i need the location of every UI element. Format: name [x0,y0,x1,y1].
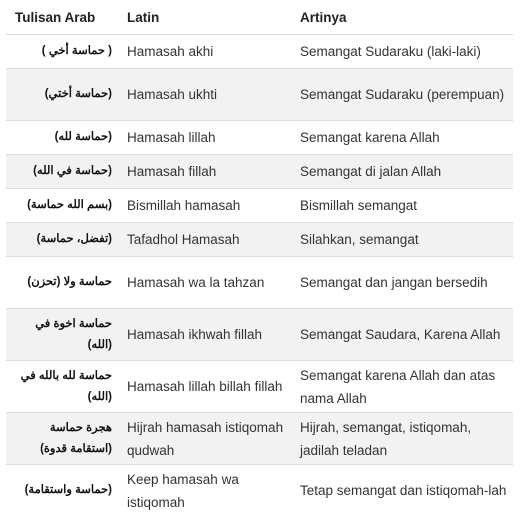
cell-latin: Hamasah akhi [118,35,291,69]
table-row [6,155,513,189]
phrase-table [6,0,513,516]
table-row [6,413,513,465]
table-row [6,35,513,69]
cell-arab: (بسم الله حماسة) [6,189,118,223]
table-row [6,189,513,223]
cell-latin: Bismillah hamasah [118,189,291,223]
cell-artinya: Tetap semangat dan istiqomah-lah [291,465,513,517]
cell-arab: (حماسة في الله) [6,155,118,189]
header-latin: Latin [127,9,160,25]
cell-arab: (حماسة لله) [6,121,118,155]
cell-latin: Hamasah wa la tahzan [118,257,291,309]
cell-artinya: Semangat dan jangan bersedih [291,257,513,309]
cell-arab: (حماسة واستقامة) [6,465,118,517]
cell-artinya: Bismillah semangat [291,189,513,223]
cell-latin: Hamasah ukhti [118,69,291,121]
table-row [6,121,513,155]
header-artinya: Artinya [300,9,347,25]
cell-arab: حماسة ولا (تحزن) [6,257,118,309]
cell-latin: Hamasah ikhwah fillah [118,309,291,361]
cell-latin: Hamasah fillah [118,155,291,189]
cell-artinya: Semangat karena Allah [291,121,513,155]
cell-latin: Hamasah lillah [118,121,291,155]
cell-latin: Keep hamasah wa istiqomah [118,465,291,517]
cell-artinya: Semangat Saudara, Karena Allah [291,309,513,361]
cell-arab: حماسة لله بالله في (الله) [6,361,118,413]
cell-arab: (تفضل، حماسة) [6,223,118,257]
cell-arab: هجرة حماسة (استقامة قدوة) [6,413,118,465]
cell-artinya: Semangat karena Allah dan atas nama Allah [291,361,513,413]
cell-latin: Hijrah hamasah istiqomah qudwah [118,413,291,465]
table-header-row [6,0,513,35]
table-row [6,257,513,309]
cell-arab: ( حماسة أخي ) [6,35,118,69]
cell-latin: Hamasah lillah billah fillah [118,361,291,413]
table-row [6,309,513,361]
table-row [6,361,513,413]
cell-arab: حماسة اخوة في (الله) [6,309,118,361]
cell-artinya: Semangat Sudaraku (perempuan) [291,69,513,121]
cell-artinya: Semangat di jalan Allah [291,155,513,189]
table-row [6,465,513,517]
header-tulisan-arab: Tulisan Arab [15,9,96,25]
cell-artinya: Hijrah, semangat, istiqomah, jadilah teladan [291,413,513,465]
cell-latin: Tafadhol Hamasah [118,223,291,257]
cell-artinya: Silahkan, semangat [291,223,513,257]
table-row [6,69,513,121]
cell-artinya: Semangat Sudaraku (laki-laki) [291,35,513,69]
table-row [6,223,513,257]
cell-arab: (حماسة أختي) [6,69,118,121]
